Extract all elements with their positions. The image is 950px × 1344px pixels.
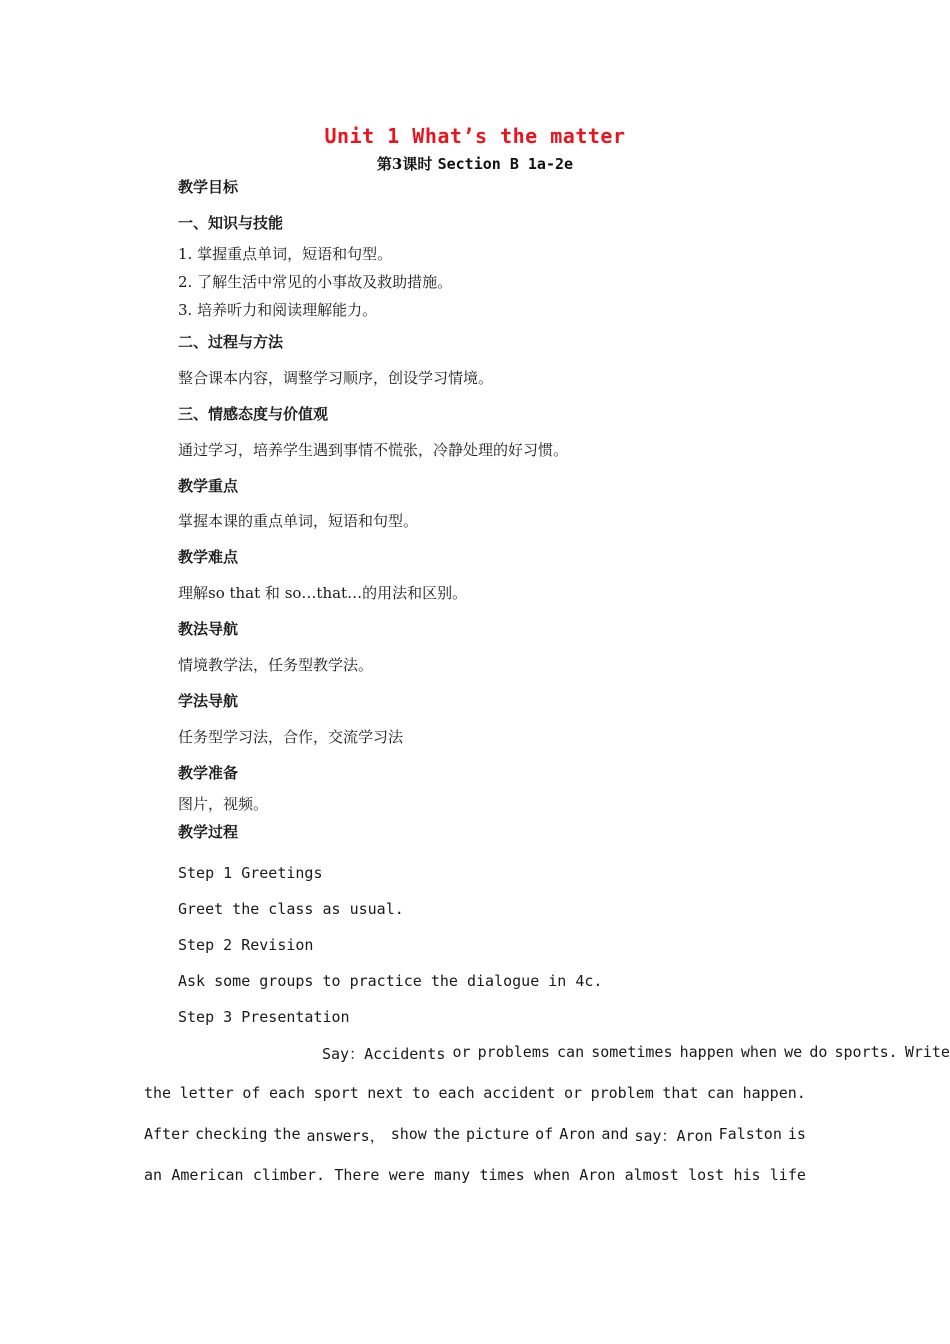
paragraph-word: Falston	[718, 1125, 782, 1143]
paragraph-word: that	[662, 1084, 699, 1102]
paragraph-word: sometimes	[591, 1043, 673, 1061]
paragraph-word: picture	[465, 1125, 530, 1143]
paragraph-word: Say：Accidents	[322, 1045, 446, 1063]
step-heading: Step 2 Revision	[178, 936, 314, 954]
procedure-heading: 教学过程	[178, 823, 239, 841]
paragraph-word: Write	[904, 1043, 950, 1061]
paragraph-word: checking	[195, 1125, 268, 1143]
paragraph-word: answers，	[306, 1127, 385, 1145]
paragraph-word: Aron	[559, 1125, 596, 1143]
paragraph-word: sport	[313, 1084, 359, 1102]
paragraph-line	[144, 1125, 806, 1146]
paragraph-word: almost	[624, 1166, 679, 1184]
paragraph-word: when	[533, 1166, 570, 1184]
paragraph-word: the	[273, 1125, 301, 1143]
key-points-text: 掌握本课的重点单词，短语和句型。	[178, 512, 419, 530]
preparation-text: 图片，视频。	[178, 795, 269, 813]
paragraph-word: the	[144, 1084, 172, 1102]
preparation-heading: 教学准备	[178, 764, 239, 782]
paragraph-word: After	[144, 1125, 190, 1143]
paragraph-word: can	[557, 1043, 585, 1061]
paragraph-word: lost	[688, 1166, 725, 1184]
process-heading: 二、过程与方法	[178, 333, 284, 351]
paragraph-word: or	[452, 1043, 471, 1061]
paragraph-line	[322, 1043, 950, 1064]
attitude-heading: 三、情感态度与价值观	[178, 405, 329, 423]
process-text: 整合课本内容，调整学习顺序，创设学习情境。	[178, 369, 494, 387]
paragraph-word: we	[784, 1043, 803, 1061]
paragraph-word: do	[809, 1043, 828, 1061]
knowledge-item: 3. 培养听力和阅读理解能力。	[178, 301, 378, 319]
paragraph-word: show	[390, 1125, 427, 1143]
teaching-goals-heading: 教学目标	[178, 178, 239, 196]
paragraph-word: can	[706, 1084, 735, 1102]
paragraph-word: climber.	[252, 1166, 326, 1184]
paragraph-word: accident	[483, 1084, 556, 1102]
knowledge-item: 1. 掌握重点单词，短语和句型。	[178, 245, 393, 263]
knowledge-item: 2. 了解生活中常见的小事故及救助措施。	[178, 273, 453, 291]
paragraph-word: say：Aron	[634, 1127, 713, 1145]
step-heading: Step 1 Greetings	[178, 864, 323, 882]
paragraph-word: Aron	[579, 1166, 616, 1184]
paragraph-word: There	[334, 1166, 380, 1184]
paragraph-word: problem	[590, 1084, 654, 1102]
difficulties-text: 理解so that 和 so…that…的用法和区别。	[178, 584, 468, 602]
paragraph-word: of	[242, 1084, 261, 1102]
paragraph-word: his	[733, 1166, 761, 1184]
paragraph-word: happen	[679, 1043, 734, 1061]
paragraph-word: many	[434, 1166, 471, 1184]
paragraph-word: and	[601, 1125, 629, 1143]
step-text: Greet the class as usual.	[178, 900, 404, 918]
paragraph-word: is	[787, 1125, 806, 1143]
step-text: Ask some groups to practice the dialogue in 4c.	[178, 972, 603, 990]
paragraph-word: each	[268, 1084, 306, 1102]
paragraph-word: an	[144, 1166, 163, 1184]
paragraph-word: problems	[477, 1043, 550, 1061]
knowledge-heading: 一、知识与技能	[178, 214, 284, 232]
section-label: Section B 1a-2e	[437, 155, 574, 173]
paragraph-word: or	[563, 1084, 583, 1102]
paragraph-line	[144, 1084, 806, 1102]
paragraph-word: letter	[179, 1084, 234, 1102]
paragraph-word: when	[740, 1043, 778, 1061]
learning-method-text: 任务型学习法，合作，交流学习法	[178, 728, 404, 746]
teaching-method-text: 情境教学法，任务型教学法。	[178, 656, 374, 674]
paragraph-word: each	[438, 1084, 475, 1102]
document-title: Unit 1 What’s the matter	[324, 124, 626, 148]
key-points-heading: 教学重点	[178, 477, 239, 495]
difficulties-heading: 教学难点	[178, 548, 239, 566]
attitude-text: 通过学习，培养学生遇到事情不慌张，冷静处理的好习惯。	[178, 441, 569, 459]
paragraph-word: life	[769, 1166, 806, 1184]
paragraph-word: next	[367, 1084, 404, 1102]
teaching-method-heading: 教法导航	[178, 620, 239, 638]
paragraph-line	[144, 1166, 806, 1184]
paragraph-word: American	[171, 1166, 244, 1184]
learning-method-heading: 学法导航	[178, 692, 239, 710]
paragraph-word: were	[388, 1166, 425, 1184]
paragraph-word: sports.	[834, 1043, 898, 1061]
paragraph-word: happen.	[742, 1084, 806, 1102]
lesson-number: 第3课时	[376, 155, 433, 173]
step-heading: Step 3 Presentation	[178, 1008, 350, 1026]
document-subtitle	[0, 153, 950, 174]
paragraph-word: the	[432, 1125, 460, 1143]
paragraph-word: times	[479, 1166, 525, 1184]
paragraph-word: to	[411, 1084, 430, 1102]
paragraph-word: of	[535, 1125, 554, 1143]
